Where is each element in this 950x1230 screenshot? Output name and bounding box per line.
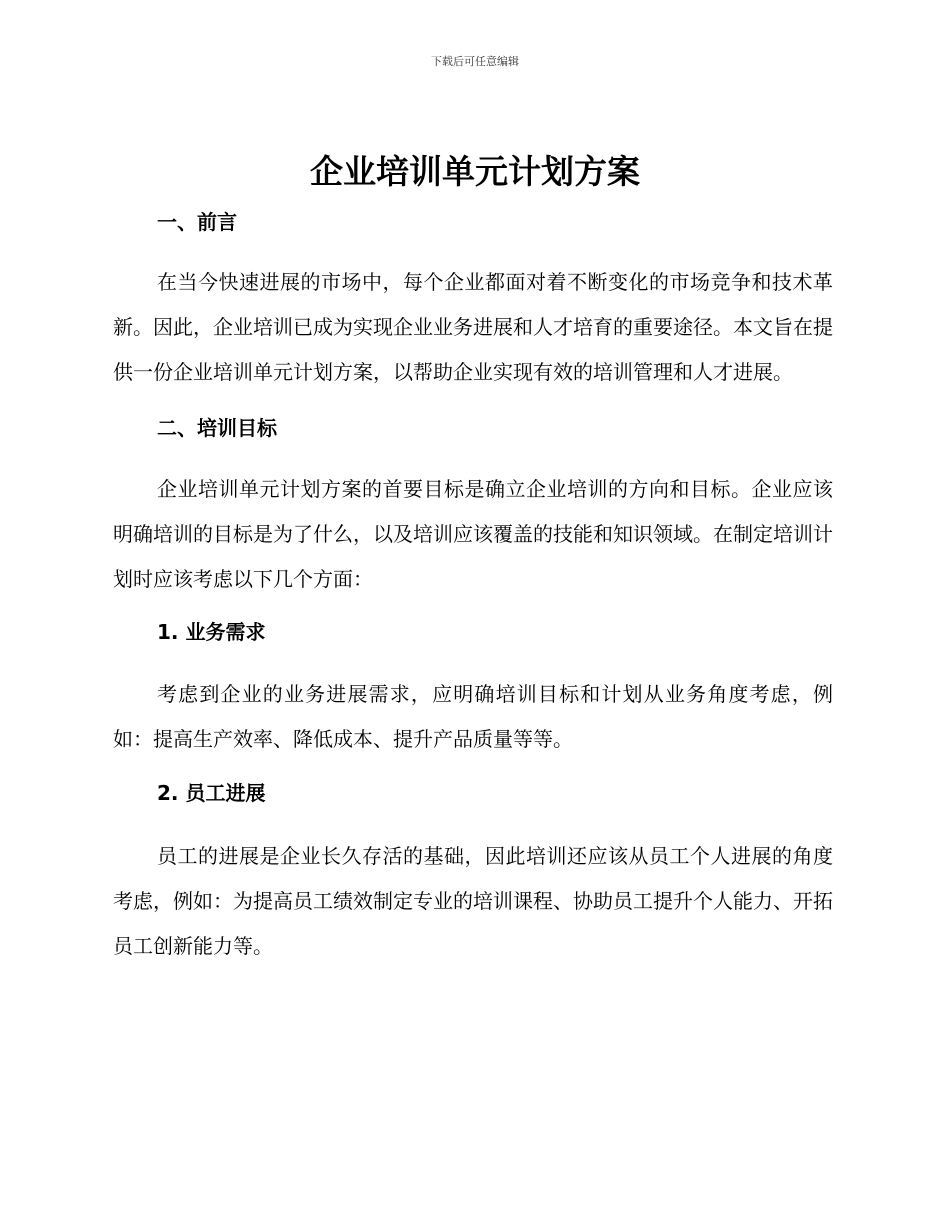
section-paragraph-preface: 在当今快速进展的市场中，每个企业都面对着不断变化的市场竞争和技术革新。因此，企业培训已成为实现企业业务进展和人才培育的重要途径。本文旨在提供一份企业培训单元计划方案，以帮助企业实现有效的培训管理和人才进展。 — [113, 270, 833, 384]
subsection-paragraph-employee-development: 员工的进展是企业长久存活的基础，因此培训还应该从员工个人进展的角度考虑，例如：为提高员工绩效制定专业的培训课程、协助员工提升个人能力、开拓员工创新能力等。 — [113, 844, 833, 958]
subsection-paragraph-business-needs: 考虑到企业的业务进展需求，应明确培训目标和计划从业务角度考虑，例如：提高生产效率、降低成本、提升产品质量等等。 — [113, 682, 833, 751]
section-heading-training-goals: 二、培训目标 — [157, 416, 277, 440]
document-body — [113, 204, 833, 969]
document-title: 企业培训单元计划方案 — [310, 152, 640, 191]
section-heading-preface: 一、前言 — [157, 210, 237, 234]
subsection-heading-employee-development: 2. 员工进展 — [157, 781, 266, 805]
header-note: 下载后可任意编辑 — [431, 55, 519, 68]
section-paragraph-training-goals: 企业培训单元计划方案的首要目标是确立企业培训的方向和目标。企业应该明确培训的目标是为了什么，以及培训应该覆盖的技能和知识领域。在制定培训计划时应该考虑以下几个方面： — [113, 477, 833, 591]
subsection-heading-business-needs: 1. 业务需求 — [157, 620, 266, 644]
